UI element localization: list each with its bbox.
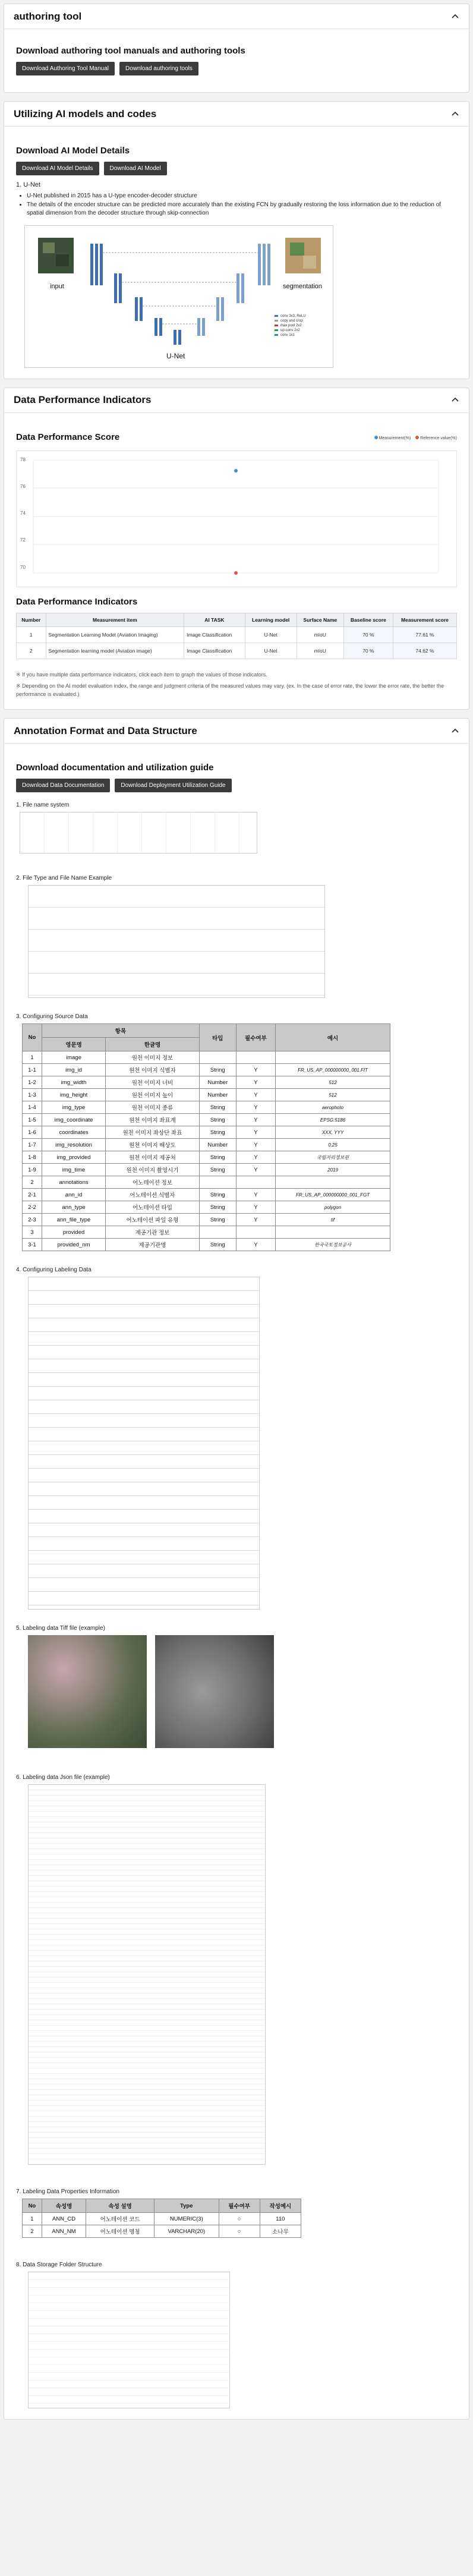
download-guide-button[interactable]: Download Deployment Utilization Guide [115,779,231,792]
cell: 원천 이미지 식별자 [106,1064,200,1076]
cell: EPSG:5186 [276,1114,390,1126]
svg-text:conv 3x3, ReLU: conv 3x3, ReLU [280,314,306,318]
cell: 어노테이션 코드 [86,2213,154,2225]
table-row [23,1226,390,1239]
cell: Y [236,1164,275,1176]
cell: 어노테이션 타입 [106,1201,200,1214]
cell: 원천 이미지 제공처 [106,1151,200,1164]
cell: 원천 이미지 종류 [106,1101,200,1114]
cell: String [199,1189,236,1201]
cell: 제공기관명 [106,1239,200,1251]
item-label: 6. Labeling data Json file (example) [16,1774,110,1781]
cell: 1-6 [23,1126,42,1139]
cell: 110 [260,2213,301,2225]
cell: FR_US_AP_000000000_001_FGT [276,1189,390,1201]
item-label: 5. Labeling data Tiff file (example) [16,1625,105,1632]
cell: 1 [23,2213,42,2225]
legend-measurement[interactable]: Measurement(%) [379,436,411,440]
col-header: 필수여부 [219,2199,260,2213]
table-row [23,1214,390,1226]
cell: Y [236,1076,275,1089]
table-row [23,1151,390,1164]
cell: 1-3 [23,1089,42,1101]
cell: mIoU [297,626,343,643]
model-bullet: • The details of the encoder structure can be predicted more accurately than the existing FCN by gradually restoring the loss information due to the reduction of spatial dimension from the decoder structure through skip-connection [27,201,457,218]
aerial-photo-image [28,1635,147,1748]
y-tick: 76 [20,483,26,489]
chevron-up-icon[interactable] [451,12,459,21]
cell: img_coordinate [42,1114,105,1126]
cell: Y [236,1101,275,1114]
cell: Y [236,1214,275,1226]
cell: ○ [219,2225,260,2238]
performance-header[interactable] [4,388,469,413]
cell: String [199,1114,236,1126]
cell: 74.62 % [393,643,456,659]
section-title: Utilizing AI models and codes [14,108,157,119]
cell: String [199,1126,236,1139]
table-row [23,1164,390,1176]
cell: Number [199,1139,236,1151]
cell: 2 [23,1176,42,1189]
svg-text:copy and crop: copy and crop [280,319,303,323]
cell: 1-1 [23,1064,42,1076]
cell: 512 [276,1089,390,1101]
cell: Y [236,1064,275,1076]
cell: 원천 이미지 좌표계 [106,1114,200,1126]
table-row [23,1089,390,1101]
cell: Segmentation learning model (Aviation image) [46,643,184,659]
col-header: 한글명 [106,1038,200,1051]
table-row [23,1139,390,1151]
performance-table [16,613,457,659]
folder-structure-image [28,2272,230,2408]
y-tick: 78 [20,456,26,462]
section-title: authoring tool [14,10,82,22]
cell: 1-8 [23,1151,42,1164]
cell: NUMERIC(3) [154,2213,219,2225]
download-model-button[interactable]: Download AI Model [104,162,167,175]
cell: 1-7 [23,1139,42,1151]
cell: 2019 [276,1164,390,1176]
cell: U-Net [245,643,297,659]
cell: Y [236,1189,275,1201]
annotation-header[interactable] [4,719,469,744]
cell: 한국국토정보공사 [276,1239,390,1251]
cell: ann_file_type [42,1214,105,1226]
table-row [23,1239,390,1251]
cell: 0.25 [276,1139,390,1151]
cell: 어노테이션 식별자 [106,1189,200,1201]
legend-reference[interactable]: Reference value(%) [420,436,457,440]
cell: 어노테이션 정보 [106,1176,200,1189]
table-row[interactable] [17,643,457,659]
cell: img_provided [42,1151,105,1164]
cell: Image Classification [184,643,245,659]
cell: img_resolution [42,1139,105,1151]
item-label: 3. Configuring Source Data [16,1013,88,1020]
table-row [23,1114,390,1126]
cell: 1-5 [23,1114,42,1126]
cell: Image Classification [184,626,245,643]
properties-table [22,2199,301,2238]
cell: 소나무 [260,2225,301,2238]
cell [276,1226,390,1239]
unet-figure [24,225,333,368]
y-tick: 74 [20,511,26,516]
cell [199,1226,236,1239]
col-header: 작성예시 [260,2199,301,2213]
cell: 원천 이미지 해상도 [106,1139,200,1151]
authoring-tool-header[interactable] [4,4,469,29]
col-header: Measurement score [393,613,456,626]
cell: ann_id [42,1189,105,1201]
cell: Y [236,1139,275,1151]
col-header: Baseline score [343,613,393,626]
cell: String [199,1201,236,1214]
table-row [23,1126,390,1139]
cell: String [199,1239,236,1251]
download-tools-button[interactable]: Download authoring tools [119,62,198,75]
col-header: 예시 [276,1024,390,1051]
cell: 어노테이션 파일 유형 [106,1214,200,1226]
cell: provided_nm [42,1239,105,1251]
cell: U-Net [245,626,297,643]
cell: coordinates [42,1126,105,1139]
performance-panel [4,388,469,710]
cell: img_width [42,1076,105,1089]
table-row [23,1176,390,1189]
model-bullet: • U-Net published in 2015 has a U-type encoder-decoder structure [27,192,457,201]
cell: 2-3 [23,1214,42,1226]
cell: 2-1 [23,1189,42,1201]
cell: 원천 이미지 촬영시기 [106,1164,200,1176]
chevron-up-icon[interactable] [451,727,459,735]
figure-caption: U-Net [166,351,185,360]
cell: ○ [219,2213,260,2225]
section-title: Data Performance Indicators [14,394,152,405]
cell: image [42,1051,105,1064]
col-header: No [23,2199,42,2213]
cell: img_time [42,1164,105,1176]
col-header: No [23,1024,42,1051]
table-row [23,1051,390,1064]
cell: Y [236,1089,275,1101]
cell: String [199,1151,236,1164]
authoring-tool-panel [4,4,469,93]
cell: String [199,1064,236,1076]
cell: String [199,1164,236,1176]
item-label: 2. File Type and File Name Example [16,875,112,881]
cell: 어노테이션 명칭 [86,2225,154,2238]
measurement-point[interactable] [234,469,238,473]
source-data-table [22,1024,390,1251]
cell [276,1051,390,1064]
col-header: 항목 [42,1024,199,1038]
cell: 원천 이미지 정보 [106,1051,200,1064]
cell: 국립지리정보원 [276,1151,390,1164]
item-label: 4. Configuring Labeling Data [16,1267,92,1273]
cell: mIoU [297,643,343,659]
chevron-up-icon[interactable] [451,110,459,118]
section-subtitle: Download documentation and utilization guide [16,763,214,773]
table-row [23,1189,390,1201]
item-label: 1. File name system [16,802,70,808]
col-header: AI TASK [184,613,245,626]
annotation-panel [4,718,469,2420]
cell: img_id [42,1064,105,1076]
cell: provided [42,1226,105,1239]
table-row [23,1064,390,1076]
cell: annotations [42,1176,105,1189]
cell: Y [236,1151,275,1164]
cell: 2 [23,2225,42,2238]
cell: XXX, YYY [276,1126,390,1139]
cell: 70 % [343,626,393,643]
col-header: Learning model [245,613,297,626]
download-manual-button[interactable]: Download Authoring Tool Manual [16,62,115,75]
cell: 1-4 [23,1101,42,1114]
section-subtitle: Download AI Model Details [16,146,130,156]
cell: ANN_NM [42,2225,86,2238]
col-header: 타입 [199,1024,236,1051]
col-header: Number [17,613,46,626]
file-type-example-image [28,885,325,998]
labeled-tiff-image [155,1635,274,1748]
file-name-system-image [20,812,257,854]
note: ※ If you have multiple data performance indicators, click each item to graph the values of those indicators. [16,671,267,678]
cell: Y [236,1239,275,1251]
json-example-image [28,1784,266,2165]
cell: img_height [42,1089,105,1101]
cell: String [199,1214,236,1226]
ai-models-header[interactable] [4,102,469,127]
cell: 512 [276,1076,390,1089]
cell: Number [199,1089,236,1101]
model-item-label: 1. U-Net [16,181,40,188]
cell: img_type [42,1101,105,1114]
cell: ANN_CD [42,2213,86,2225]
item-label: 8. Data Storage Folder Structure [16,2262,102,2268]
table-row[interactable] [17,626,457,643]
col-header: Measurement item [46,613,184,626]
cell [276,1176,390,1189]
cell: 2-2 [23,1201,42,1214]
cell [199,1176,236,1189]
cell: 원천 이미지 너비 [106,1076,200,1089]
item-label: 7. Labeling Data Properties Information [16,2188,119,2195]
cell: 원천 이미지 높이 [106,1089,200,1101]
cell: 3 [23,1226,42,1239]
y-tick: 70 [20,564,26,570]
cell: Y [236,1201,275,1214]
table-row [23,1101,390,1114]
download-documentation-button[interactable]: Download Data Documentation [16,779,110,792]
table-row [23,1076,390,1089]
cell: ann_type [42,1201,105,1214]
cell: String [199,1101,236,1114]
cell: 70 % [343,643,393,659]
input-label: input [50,282,64,290]
indicators-title: Data Performance Indicators [16,596,138,607]
cell [236,1176,275,1189]
table-row [23,2213,301,2225]
cell: 2 [17,643,46,659]
output-label: segmentation [283,282,323,290]
note: ※ Depending on the AI model evaluation index, the range and judgment criteria of the measured values may vary. (ex. In the case of error rate, the lower the error rate, the better the performance is evaluated.) [16,683,444,697]
cell: 원천 이미지 좌상단 좌표 [106,1126,200,1139]
download-model-details-button[interactable]: Download AI Model Details [16,162,99,175]
y-tick: 72 [20,537,26,543]
section-subtitle: Download authoring tool manuals and authoring tools [16,46,245,56]
cell: 제공기관 정보 [106,1226,200,1239]
col-header: 영문명 [42,1038,105,1051]
col-header: Type [154,2199,219,2213]
cell: Y [236,1126,275,1139]
table-row [23,1201,390,1214]
cell [199,1051,236,1064]
cell: 1 [17,626,46,643]
cell [236,1051,275,1064]
table-row [23,2225,301,2238]
cell: VARCHAR(20) [154,2225,219,2238]
ai-models-panel [4,101,469,379]
svg-text:up-conv 2x2: up-conv 2x2 [280,328,300,332]
cell: FR_US_AP_000000000_001.FIT [276,1064,390,1076]
cell [236,1226,275,1239]
cell: 3-1 [23,1239,42,1251]
col-header: 필수여부 [236,1024,275,1051]
score-chart [16,451,457,587]
cell: Segmentation Learning Model (Aviation Imaging) [46,626,184,643]
col-header: Surface Name [297,613,343,626]
cell: tif [276,1214,390,1226]
cell: 1 [23,1051,42,1064]
col-header: 속성명 [42,2199,86,2213]
col-header: 속성 설명 [86,2199,154,2213]
cell: polygon [276,1201,390,1214]
cell: 1-2 [23,1076,42,1089]
reference-point[interactable] [234,571,238,575]
svg-text:conv 1x1: conv 1x1 [280,333,295,337]
svg-text:max pool 2x2: max pool 2x2 [280,323,302,327]
section-title: Annotation Format and Data Structure [14,725,197,736]
cell: 77.61 % [393,626,456,643]
chevron-up-icon[interactable] [451,396,459,404]
cell: 1-9 [23,1164,42,1176]
labeling-data-structure-image [28,1277,260,1610]
cell: Number [199,1076,236,1089]
score-title: Data Performance Score [16,432,120,442]
cell: aerophoto [276,1101,390,1114]
cell: Y [236,1114,275,1126]
